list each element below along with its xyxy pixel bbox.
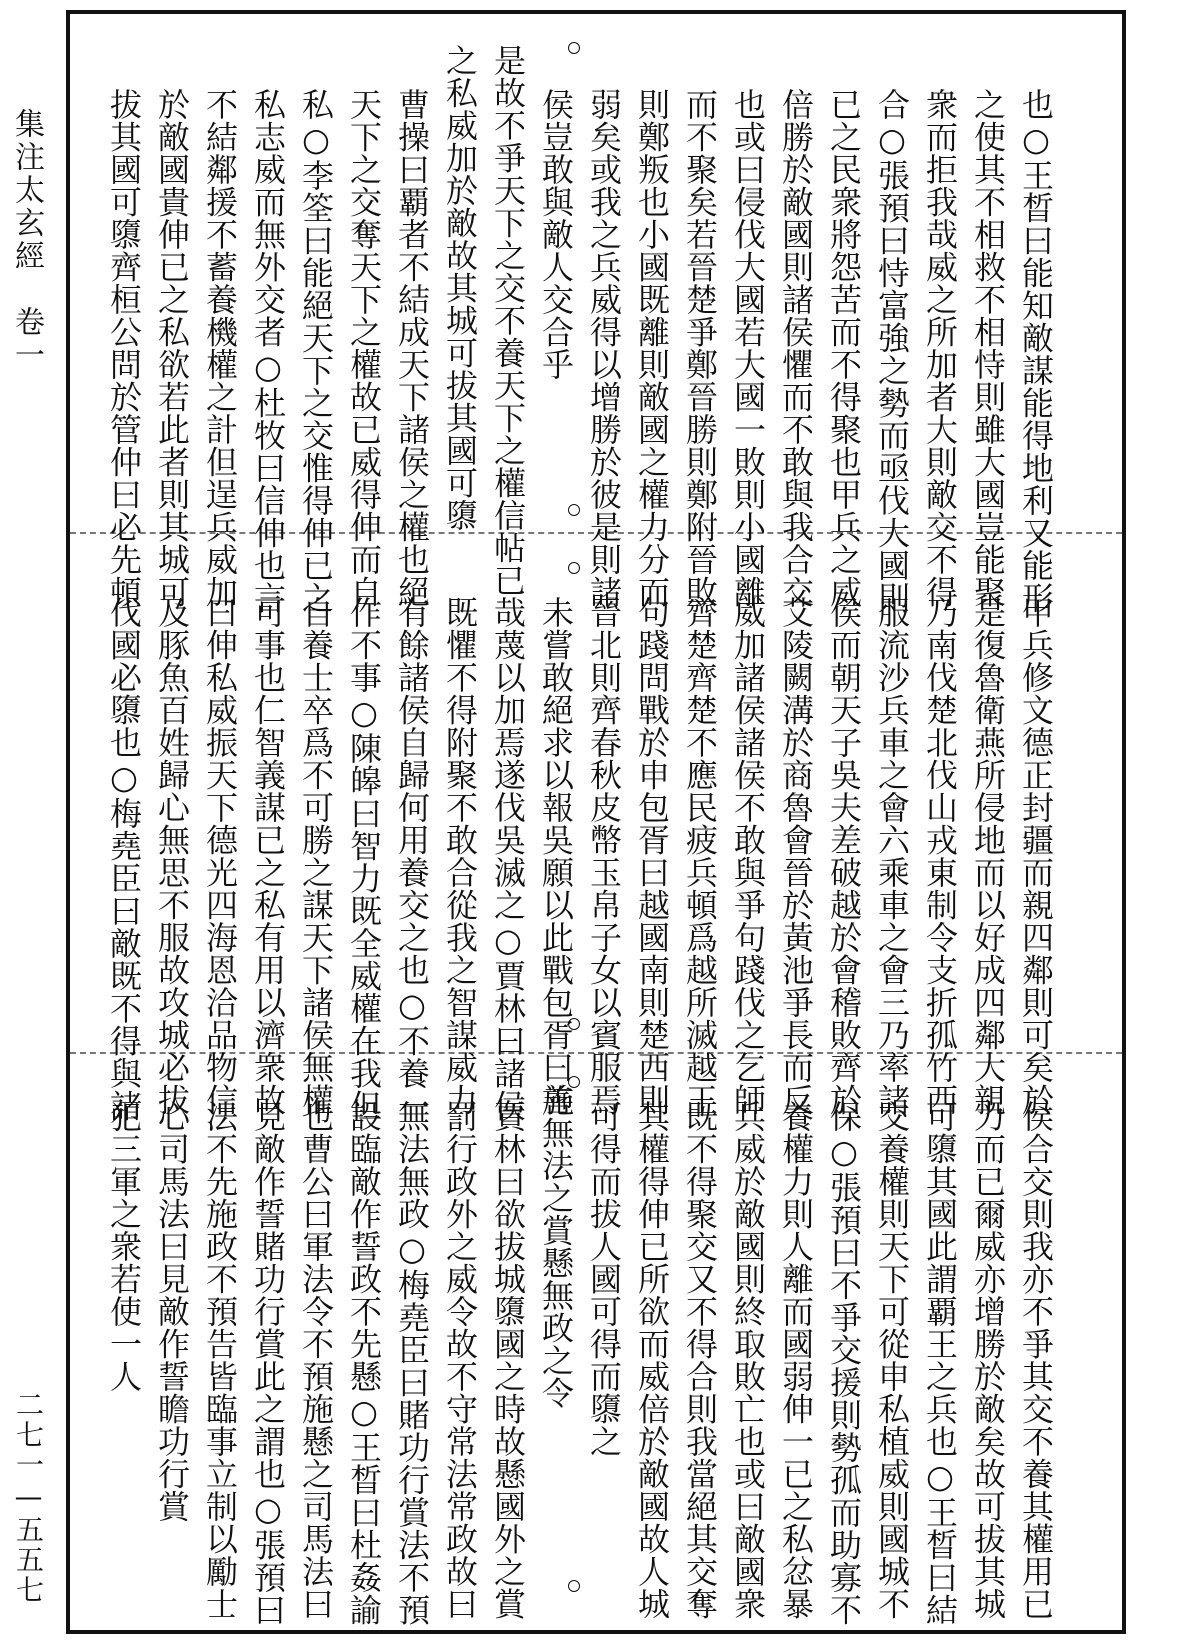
text-column: 合○張預曰恃富強之勢而亟伐大國則 [873, 88, 911, 614]
text-column: 曰伸私威振天下德光四海恩洽品物信 [201, 596, 239, 1116]
text-column: 也○王晳曰能知敵謀能得地利又能形 [1017, 88, 1055, 614]
circle-mark [568, 42, 580, 54]
text-column: 力而已爾威亦增勝於敵矣故可拔其城 [969, 1100, 1007, 1620]
book-title: 集注太玄經 卷一 [9, 108, 44, 372]
text-column: 不結鄰援不蓄養機權之計但逞兵威加 [201, 88, 239, 608]
text-column: 艾陵闕溝於商魯會晉於黃池爭長而反 [777, 596, 815, 1116]
text-column: 句踐問戰於申包胥曰越國南則楚西則 [633, 596, 671, 1116]
text-column: 已之民衆將怨苦而不得聚也甲兵之威 [825, 88, 863, 608]
text-column: 保○張預曰不爭交援則勢孤而助寡不 [825, 1100, 863, 1626]
text-column: 犯三軍之衆若使一人 [105, 1100, 143, 1393]
circle-mark [568, 1018, 580, 1030]
text-column: 設臨敵作誓政不先懸○王晳曰杜姦諭 [345, 1100, 383, 1626]
text-column: 之使其不相救不相恃則雖大國豈能聚 [969, 88, 1007, 608]
text-column: 可得而拔人國可得而隳之 [585, 1100, 623, 1458]
text-column: 哉蔑以加焉遂伐吳滅之○賈林曰諸侯 [489, 596, 527, 1122]
text-column: 交養權則天下可從申私植威則國城不 [873, 1100, 911, 1620]
text-column: 法不先施政不預告皆臨事立制以勵士 [201, 1100, 239, 1620]
text-column: 自養士卒爲不可勝之謀天下諸侯無權 [297, 596, 335, 1116]
text-column: 有餘諸侯自歸何用養交之也○不養一 [393, 596, 431, 1122]
text-column: 及豚魚百姓歸心無思不服故攻城必拔 [153, 596, 191, 1116]
text-column: 侯豈敢與敵人交合乎 [537, 88, 575, 381]
circle-mark [568, 504, 580, 516]
text-column: 也曹公曰軍法令不預施懸之司馬法曰 [297, 1100, 335, 1620]
circle-mark [568, 562, 580, 574]
text-column: 是故不爭天下之交不養天下之權信帖已 [489, 44, 527, 597]
text-column: 可隳其國此謂覇王之兵也○王晳曰結 [921, 1100, 959, 1626]
text-column: 服流沙兵車之會六乘車之會三乃率諸 [873, 596, 911, 1116]
text-column: 未嘗敢絕求以報吳願以此戰包胥曰善 [537, 596, 575, 1116]
text-column: 見敵作誓賭功行賞此之謂也○張預曰 [249, 1100, 287, 1626]
text-column: 乃南伐楚北伐山戎東制令支折孤竹西 [921, 596, 959, 1116]
text-column: 天下之交奪天下之權故已威得伸而自 [345, 88, 383, 608]
text-column: 私志威而無外交者○杜牧曰信伸也言 [249, 88, 287, 614]
register-top [70, 44, 1122, 614]
text-column: 其權得伸已所欲而威倍於敵國故人城 [633, 1100, 671, 1620]
text-column: 心司馬法曰見敵作誓瞻功行賞 [153, 1100, 191, 1523]
text-column: 弱矣或我之兵威得以增勝於彼是則諸 [585, 88, 623, 608]
text-column: 之私威加於敵故其城可拔其國可隳 [441, 44, 479, 532]
text-column: 侯而朝天子吳夫差破越於會稽敗齊於 [825, 596, 863, 1116]
text-column: 侯合交則我亦不爭其交不養其權用已 [1017, 1100, 1055, 1620]
text-column: 拔其國可隳齊桓公問於管仲曰必先頓 [105, 88, 143, 608]
page-frame [66, 10, 1126, 1634]
text-column: 賈林曰欲拔城隳國之時故懸國外之賞 [489, 1100, 527, 1620]
circle-mark [568, 1076, 580, 1088]
text-column: 威加諸侯諸侯不敢與爭句踐伐之乞師 [729, 596, 767, 1116]
text-column: 施無法之賞懸無政之令 [537, 1084, 575, 1409]
register-bottom [70, 1084, 1122, 1626]
text-column: 甲兵修文德正封疆而親四鄰則可矣於 [1017, 596, 1055, 1116]
text-column: 是復魯衛燕所侵地而以好成四鄰大親 [969, 596, 1007, 1116]
text-column: 養權力則人離而國弱伸一已之私忿暴 [777, 1100, 815, 1620]
text-column: 私○李筌曰能絕天下之交惟得伸已之 [297, 88, 335, 614]
text-column: 齊楚齊楚不應民疲兵頓爲越所滅越王 [681, 596, 719, 1116]
text-column: 罰行政外之威令故不守常法常政故曰 [441, 1100, 479, 1620]
text-column: 無法無政○梅堯臣曰賭功行賞法不預 [393, 1100, 431, 1626]
text-column: 兵威於敵國則終取敗亡也或曰敵國衆 [729, 1100, 767, 1620]
text-column: 衆而拒我哉威之所加者大則敵交不得 [921, 88, 959, 608]
text-column: 既不得聚交又不得合則我當絕其交奪 [681, 1100, 719, 1620]
text-column: 伐國必隳也○梅堯臣曰敵既不得與諸 [105, 596, 143, 1122]
text-column: 也或曰侵伐大國若大國一敗則小國離 [729, 88, 767, 608]
text-column: 則鄭叛也小國既離則敵國之權力分而 [633, 88, 671, 608]
text-column: 倍勝於敵國則諸侯懼而不敢與我合交 [777, 88, 815, 608]
text-column: 而不聚矣若晉楚爭鄭晉勝則鄭附晉敗 [681, 88, 719, 608]
text-column: 晉北則齊春秋皮幣玉帛子女以賓服焉 [585, 596, 623, 1116]
circle-mark [568, 1580, 580, 1592]
page-number: 二七一—五五七 [12, 1390, 45, 1605]
text-column: 作不事○陳皞曰智力既全威權在我但 [345, 596, 383, 1122]
register-middle [70, 596, 1122, 1122]
text-column: 於敵國貴伸已之私欲若此者則其城可 [153, 88, 191, 608]
text-column: 曹操曰覇者不結成天下諸侯之權也絕 [393, 88, 431, 608]
text-column: 可事也仁智義謀已之私有用以濟衆故 [249, 596, 287, 1116]
text-column: 既懼不得附聚不敢合從我之智謀威力 [441, 596, 479, 1116]
